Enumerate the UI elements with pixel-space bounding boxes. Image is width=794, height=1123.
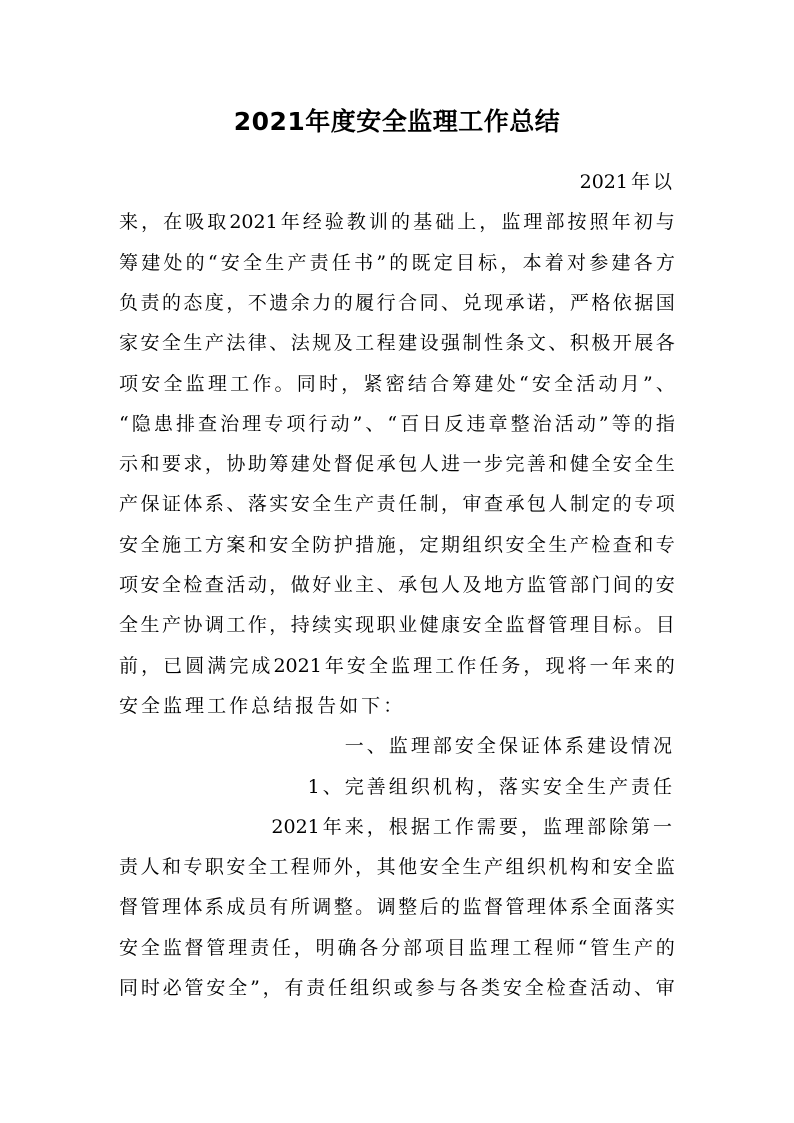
body-line: 2021 年 来 ， 根 据 工 作 需 要 ， 监 理 部 除 第 一 — [271, 815, 672, 838]
body-line: 安 全 监 理 工 作 总 结 报 告 如 下 ： — [119, 694, 403, 717]
body-line: “ 隐 患 排 查 治 理 专 项 行 动 ” 、 “ 百 日 反 违 章 整 治 活 动 ” 等 的 指 — [119, 412, 675, 435]
body-line: 一 、 监 理 部 安 全 保 证 体 系 建 设 情 况 — [344, 735, 672, 758]
body-line: 项 安 全 监 理 工 作 。 同 时 ， 紧 密 结 合 筹 建 处 “ 安 全 活 动 月 ” 、 — [119, 372, 675, 395]
body-line: 示 和 要 求 ， 协 助 筹 建 处 督 促 承 包 人 进 一 步 完 善 和 健 全 安 全 生 — [119, 453, 675, 476]
body-line: 负 责 的 态 度 ， 不 遗 余 力 的 履 行 合 同 、 兑 现 承 诺 ， 严 格 依 据 国 — [119, 291, 675, 314]
body-line: 督 管 理 体 系 成 员 有 所 调 整 。 调 整 后 的 监 督 管 理 体 系 全 面 落 实 — [119, 896, 675, 919]
body-line: 安 全 监 督 管 理 责 任 ， 明 确 各 分 部 项 目 监 理 工 程 师 “ 管 生 产 的 — [119, 936, 675, 959]
body-line: 责 人 和 专 职 安 全 工 程 师 外 ， 其 他 安 全 生 产 组 织 机 构 和 安 全 监 — [119, 856, 675, 879]
body-line: 前 ， 已 圆 满 完 成 2021 年 安 全 监 理 工 作 任 务 ， 现 将 一 年 来 的 — [119, 654, 675, 677]
body-line: 筹 建 处 的 “ 安 全 生 产 责 任 书 ” 的 既 定 目 标 ， 本 着 对 参 建 各 方 — [119, 251, 675, 274]
body-line: 2021 年 以 — [579, 171, 672, 193]
document-title: 2021年度安全监理工作总结 — [233, 107, 561, 136]
body-line: 项 安 全 检 查 活 动 ， 做 好 业 主 、 承 包 人 及 地 方 监 管 部 门 间 的 安 — [119, 574, 675, 596]
body-line: 来 ， 在 吸 取 2021 年 经 验 教 训 的 基 础 上 ， 监 理 部 按 照 年 初 与 — [119, 211, 675, 234]
body-line: 同 时 必 管 安 全 ” ， 有 责 任 组 织 或 参 与 各 类 安 全 检 查 活 动 、 审 — [119, 977, 675, 999]
body-line: 安 全 施 工 方 案 和 安 全 防 护 措 施 ， 定 期 组 织 安 全 生 产 检 查 和 专 — [119, 533, 675, 556]
body-line: 产 保 证 体 系 、 落 实 安 全 生 产 责 任 制 ， 审 查 承 包 人 制 定 的 专 项 — [119, 493, 675, 516]
body-line: 全 生 产 协 调 工 作 ， 持 续 实 现 职 业 健 康 安 全 监 督 管 理 目 标 。 目 — [119, 614, 675, 637]
body-line: 1 、 完 善 组 织 机 构 ， 落 实 安 全 生 产 责 任 — [307, 775, 672, 798]
body-line: 家 安 全 生 产 法 律 、 法 规 及 工 程 建 设 强 制 性 条 文 、 积 极 开 展 各 — [119, 332, 675, 355]
